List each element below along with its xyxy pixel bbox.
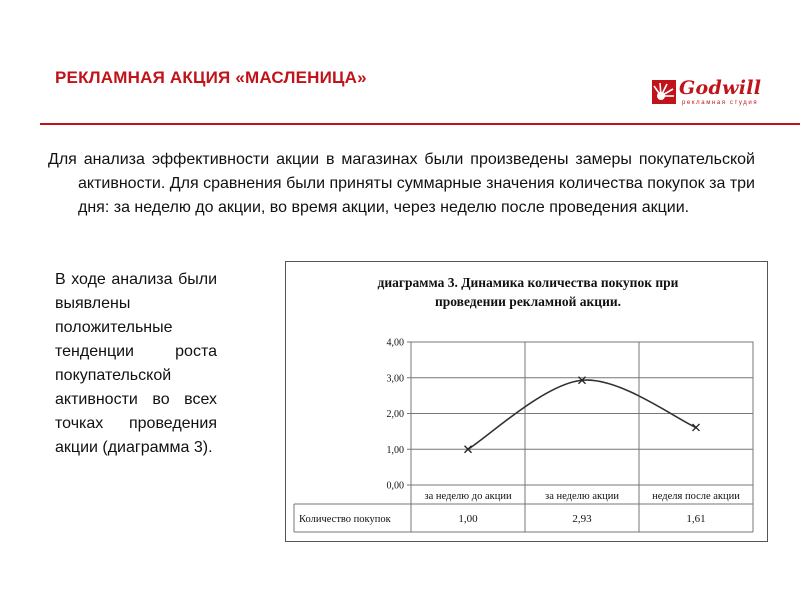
x-category-label: за неделю до акции xyxy=(424,491,512,502)
sun-icon xyxy=(652,80,676,104)
table-value-cell: 2,93 xyxy=(572,513,592,525)
table-series-label: Количество покупок xyxy=(299,514,391,525)
y-tick-label: 2,00 xyxy=(386,409,404,420)
logo-wordmark: Godwill xyxy=(679,77,762,99)
conclusion-paragraph: В ходе анализа были выявлены положительные тенденции роста покупательской активности во всех точках проведения акции (диаграмма 3). xyxy=(55,271,217,456)
data-point-marker xyxy=(693,424,700,431)
line-chart xyxy=(286,262,769,543)
chart-title-line-1: диаграмма 3. Динамика количества покупок при xyxy=(377,275,679,290)
logo-subtitle: рекламная студия xyxy=(682,100,759,106)
chart-title-line-2: проведении рекламной акции. xyxy=(434,294,622,309)
company-logo xyxy=(652,78,782,110)
intro-paragraph: Для анализа эффективности акции в магазинах были произведены замеры покупательской активности. Для сравнения были приняты суммарные значения количества покупок за три дня: за неделю до акции, во время акции, через неделю после проведения акции. xyxy=(48,151,755,216)
table-value-cell: 1,61 xyxy=(686,513,706,525)
x-category-label: неделя после акции xyxy=(652,491,740,502)
y-tick-label: 0,00 xyxy=(386,480,404,492)
title-divider xyxy=(40,123,800,125)
table-value-cell: 1,00 xyxy=(458,513,478,525)
chart-container xyxy=(285,261,768,542)
y-tick-label: 1,00 xyxy=(386,444,404,456)
slide-title: РЕКЛАМНАЯ АКЦИЯ «МАСЛЕНИЦА» xyxy=(55,68,367,87)
series-line xyxy=(468,380,696,449)
y-tick-label: 3,00 xyxy=(386,373,404,385)
y-tick-label: 4,00 xyxy=(386,337,404,349)
x-category-label: за неделю акции xyxy=(545,491,619,502)
